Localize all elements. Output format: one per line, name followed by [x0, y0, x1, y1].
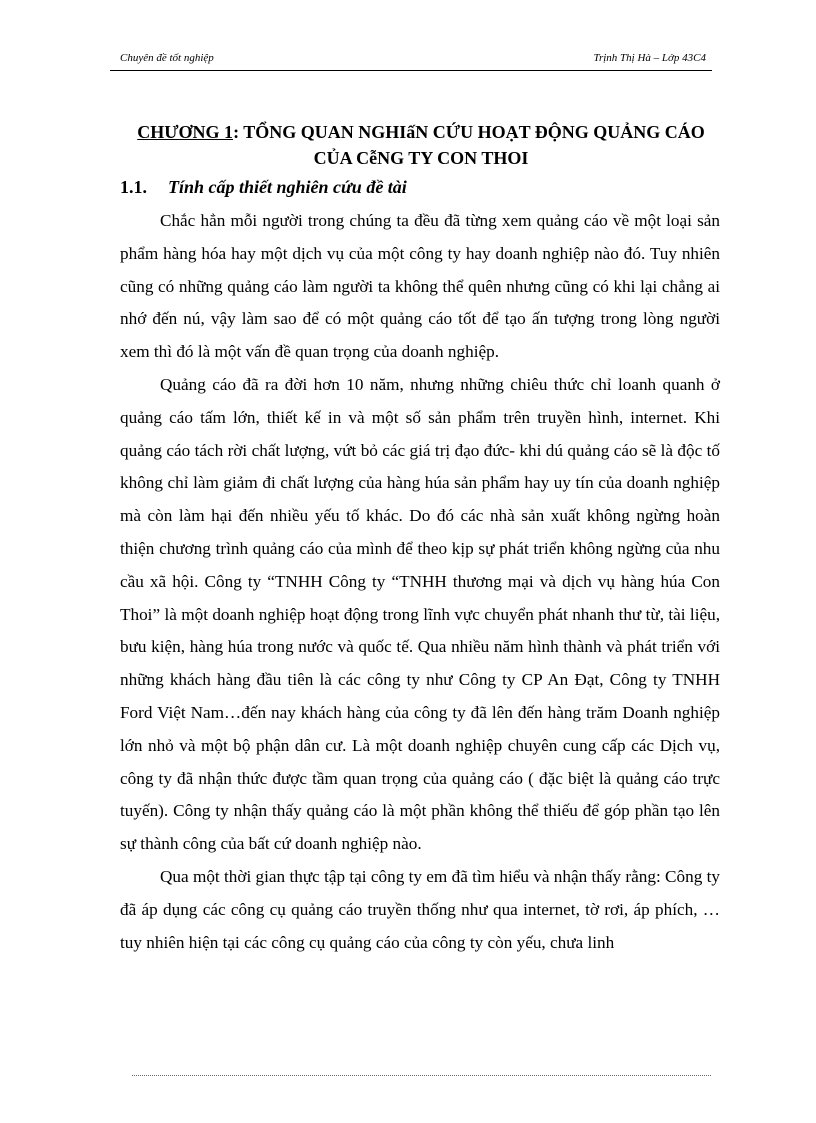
chapter-title-rest: : TỔNG QUAN NGHIấN CỨU HOẠT ĐỘNG QUẢNG CÁO [233, 122, 705, 142]
chapter-title-line2: CỦA CễNG TY CON THOI [313, 148, 529, 168]
chapter-title [120, 119, 722, 171]
paragraph: Quảng cáo đã ra đời hơn 10 năm, nhưng những chiêu thức chỉ loanh quanh ở quảng cáo tấm lớn, thiết kế in và một số sản phẩm trên truyền hình, internet. Khi quảng cáo tách rời chất lượng, vứt bỏ các giá trị đạo đức- khi dú quảng cáo sẽ là độc tố không chỉ làm giảm đi chất lượng của hàng húa sản phẩm hay uy tín của doanh nghiệp mà còn làm hại đến nhiều yếu tố khác. Do đó các nhà sản xuất không ngừng hoàn thiện chương trình quảng cáo của mình để theo kịp sự phát triển không ngừng của nhu cầu xã hội. Công ty “TNHH Công ty “TNHH thương mại và dịch vụ hàng húa Con Thoi” là một doanh nghiệp hoạt động trong lĩnh vực chuyển phát nhanh thư từ, tài liệu, bưu kiện, hàng húa trong nước và quốc tế. Qua nhiều năm hình thành và phát triển với những khách hàng đầu tiên là các công ty như Công ty CP An Đạt, Công ty TNHH Ford Việt Nam…đến nay khách hàng của công ty đã lên đến hàng trăm Doanh nghiệp lớn nhỏ và một bộ phận dân cư. Là một doanh nghiệp chuyên cung cấp các Dịch vụ, công ty đã nhận thức được tầm quan trọng của quảng cáo ( đặc biệt là quảng cáo trực tuyến). Công ty nhận thấy quảng cáo là một phần không thể thiếu để góp phần tạo lên sự thành công của bất cứ doanh nghiệp nào. [120, 374, 720, 854]
header-left-text: Chuyên đề tốt nghiệp [120, 52, 214, 64]
footer-divider [132, 1075, 711, 1076]
header-right-text: Trịnh Thị Hà – Lớp 43C4 [593, 52, 706, 64]
section-title: Tính cấp thiết nghiên cứu đề tài [168, 177, 407, 197]
chapter-title-line1 [120, 119, 722, 145]
paragraph: Qua một thời gian thực tập tại công ty em đã tìm hiểu và nhận thấy rằng: Công ty đã áp dụng các công cụ quảng cáo truyền thống như qua internet, tờ rơi, áp phích, …tuy nhiên hiện tại các công cụ quảng cáo của công ty còn yếu, chưa linh [120, 866, 720, 952]
header-divider [110, 70, 712, 71]
section-heading [120, 174, 407, 200]
page-header [120, 52, 706, 64]
section-number: 1.1. [120, 177, 147, 197]
paragraph: Chắc hẳn mỗi người trong chúng ta đều đã từng xem quảng cáo về một loại sản phẩm hàng hóa hay một dịch vụ của một công ty hay doanh nghiệp nào đó. Tuy nhiên cũng có những quảng cáo làm người ta không thể quên nhưng cũng có khi lại chẳng ai nhớ đến nú, vậy làm sao để có một quảng cáo tốt để tạo ấn tượng trong lòng người xem thì đó là một vấn đề quan trọng của doanh nghiệp. [120, 211, 720, 362]
body-text [120, 205, 720, 959]
chapter-label: CHƯƠNG 1 [137, 122, 234, 142]
